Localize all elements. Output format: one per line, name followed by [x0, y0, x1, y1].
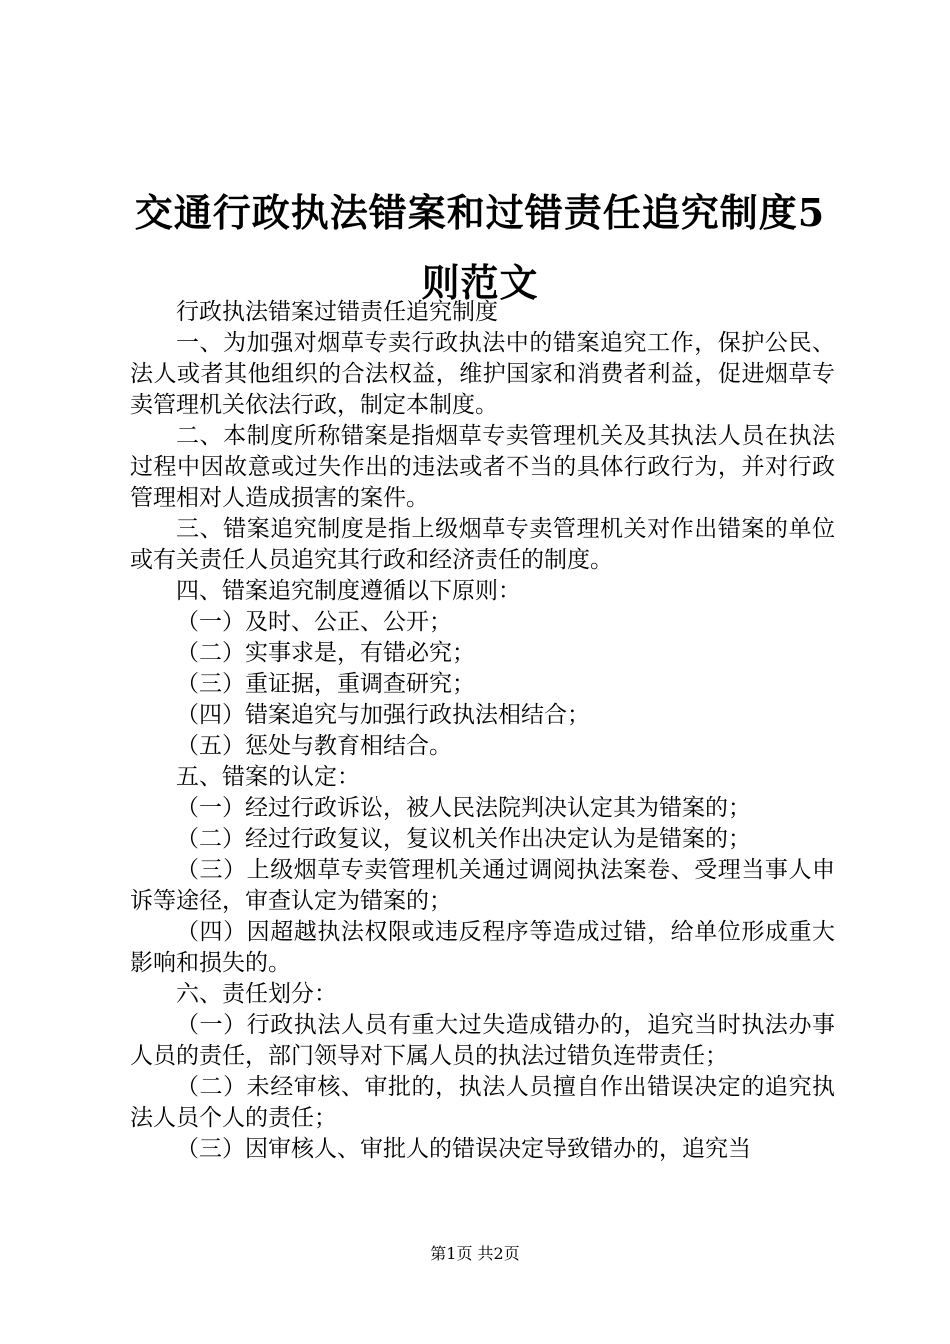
paragraph-4-item-1: （一）及时、公正、公开； — [176, 609, 452, 635]
paragraph-6-item-2: （二）未经审核、审批的，执法人员擅自作出错误决定的追究执法人员个人的责任； — [130, 1074, 835, 1131]
paragraph-5-item-1: （一）经过行政诉讼，被人民法院判决认定其为错案的； — [176, 795, 751, 821]
paragraph-4-item-4: （四）错案追究与加强行政执法相结合； — [176, 702, 590, 728]
paragraph-4-item-3: （三）重证据，重调查研究； — [176, 671, 475, 697]
paragraph-4-item-5: （五）惩处与教育相结合。 — [176, 733, 452, 759]
paragraph-5-item-2: （二）经过行政复议，复议机关作出决定认为是错案的； — [176, 826, 751, 852]
paragraph-1: 一、为加强对烟草专卖行政执法中的错案追究工作，保护公民、法人或者其他组织的合法权益，维护国家和消费者利益，促进烟草专卖管理机关依法行政，制定本制度。 — [130, 330, 835, 418]
paragraph-5-item-3: （三）上级烟草专卖管理机关通过调阅执法案卷、受理当事人申诉等途径，审查认定为错案的； — [130, 857, 835, 914]
paragraph-6: 六、责任划分： — [176, 981, 337, 1007]
paragraph-6-item-1: （一）行政执法人员有重大过失造成错办的，追究当时执法办事人员的责任，部门领导对下属人员的执法过错负连带责任； — [130, 1012, 835, 1069]
paragraph-heading: 行政执法错案过错责任追究制度 — [176, 299, 498, 325]
paragraph-2: 二、本制度所称错案是指烟草专卖管理机关及其执法人员在执法过程中因故意或过失作出的违法或者不当的具体行政行为，并对行政管理相对人造成损害的案件。 — [130, 423, 835, 511]
page-footer: 第1页 共2页 — [430, 1244, 520, 1263]
document-title: 交通行政执法错案和过错责任追究制度5则范文 — [134, 190, 826, 305]
paragraph-3: 三、错案追究制度是指上级烟草专卖管理机关对作出错案的单位或有关责任人员追究其行政和经济责任的制度。 — [130, 516, 835, 573]
paragraph-4-item-2: （二）实事求是，有错必究； — [176, 640, 475, 666]
document-body — [130, 297, 835, 1165]
paragraph-4: 四、错案追究制度遵循以下原则： — [176, 578, 521, 604]
paragraph-6-item-3: （三）因审核人、审批人的错误决定导致错办的，追究当 — [176, 1136, 751, 1162]
paragraph-5: 五、错案的认定： — [176, 764, 360, 790]
paragraph-5-item-4: （四）因超越执法权限或违反程序等造成过错，给单位形成重大影响和损失的。 — [130, 919, 835, 976]
